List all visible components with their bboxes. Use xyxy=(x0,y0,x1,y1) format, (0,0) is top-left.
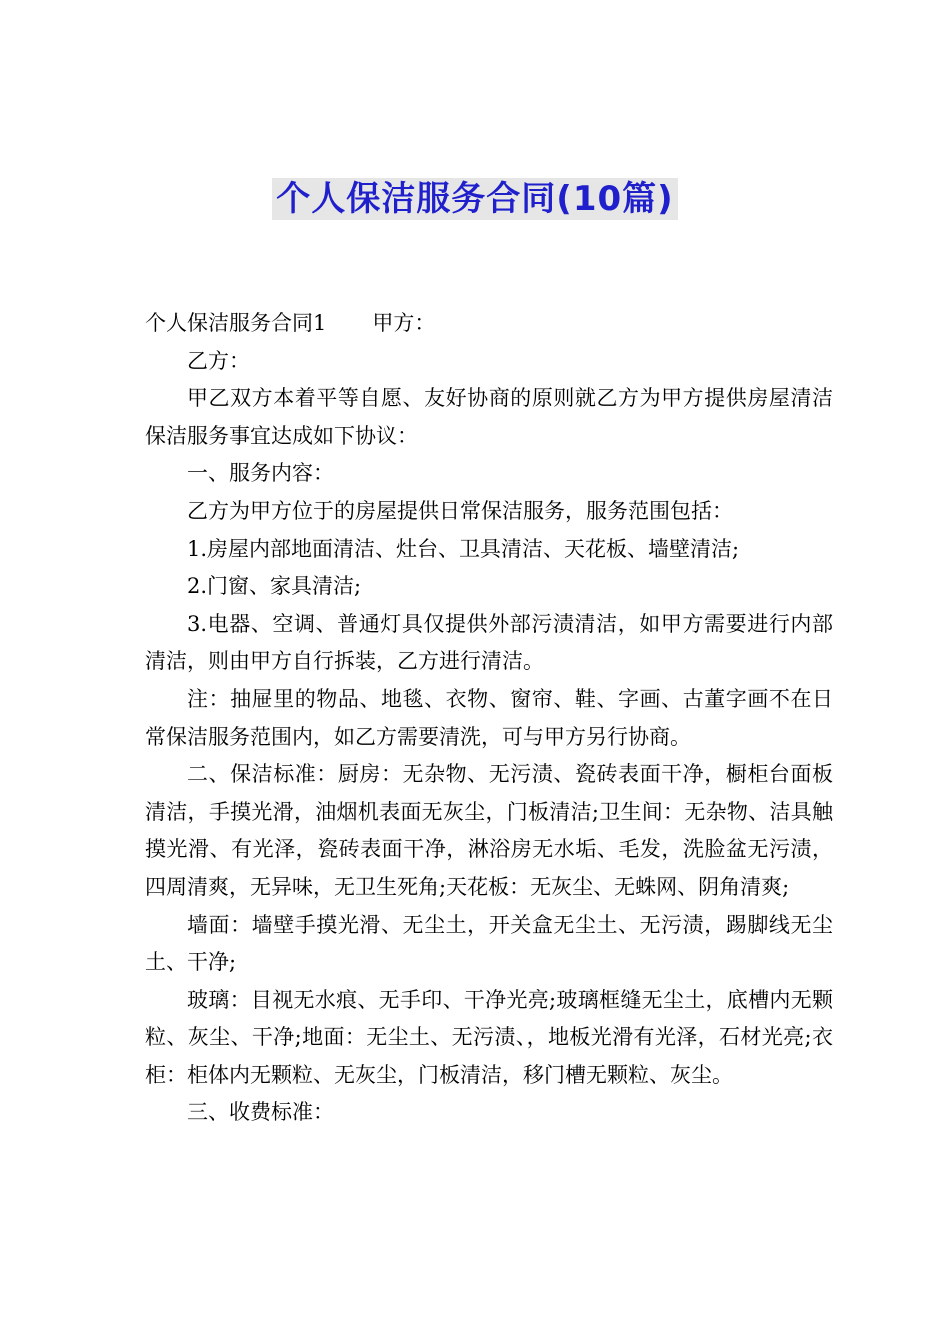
section-heading-fees: 三、收费标准： xyxy=(187,1100,334,1125)
section-heading-standards: 二、保洁标准：厨房：无杂物、无污渍、瓷砖表面干净，橱柜台面板清洁，手摸光滑，油烟机表面无灰尘，门板清洁;卫生间：无杂物、洁具触摸光滑、有光泽，瓷砖表面干净，淋浴房无水垢、毛发，洗脸盆无污渍，四周清爽，无异味，无卫生死角;天花板：无灰尘、无蛛网、阴角清爽; xyxy=(145,762,833,899)
document-title: 个人保洁服务合同(10篇) xyxy=(272,178,677,220)
section-heading-service: 一、服务内容： xyxy=(187,461,334,486)
service-item-1: 1.房屋内部地面清洁、灶台、卫具清洁、天花板、墙壁清洁; xyxy=(187,536,740,561)
contract-heading: 个人保洁服务合同1 xyxy=(145,311,327,335)
party-b-label: 乙方： xyxy=(187,348,250,373)
standard-walls: 墙面：墙壁手摸光滑、无尘土，开关盒无尘土、无污渍，踢脚线无尘土、干净; xyxy=(145,912,833,975)
party-a-label: 甲方： xyxy=(372,311,436,335)
service-note: 注：抽屉里的物品、地毯、衣物、窗帘、鞋、字画、古董字画不在日常保洁服务范围内，如乙方需要清洗，可与甲方另行协商。 xyxy=(145,686,833,749)
agreement-intro: 甲乙双方本着平等自愿、友好协商的原则就乙方为甲方提供房屋清洁保洁服务事宜达成如下协议： xyxy=(145,386,833,448)
standard-glass-floor-wardrobe: 玻璃：目视无水痕、无手印、干净光亮;玻璃框缝无尘土，底槽内无颗粒、灰尘、干净;地面：无尘土、无污渍、，地板光滑有光泽，石材光亮;衣柜：柜体内无颗粒、无灰尘，门板清洁，移门槽无颗粒、灰尘。 xyxy=(145,987,833,1087)
document-body xyxy=(145,305,833,1132)
title-container xyxy=(0,178,950,220)
service-item-3: 3.电器、空调、普通灯具仅提供外部污渍清洁，如甲方需要进行内部清洁，则由甲方自行拆装，乙方进行清洁。 xyxy=(145,611,833,674)
service-scope: 乙方为甲方位于的房屋提供日常保洁服务，服务范围包括： xyxy=(187,498,733,523)
service-item-2: 2.门窗、家具清洁; xyxy=(187,574,362,599)
contract-heading-line xyxy=(145,305,833,343)
